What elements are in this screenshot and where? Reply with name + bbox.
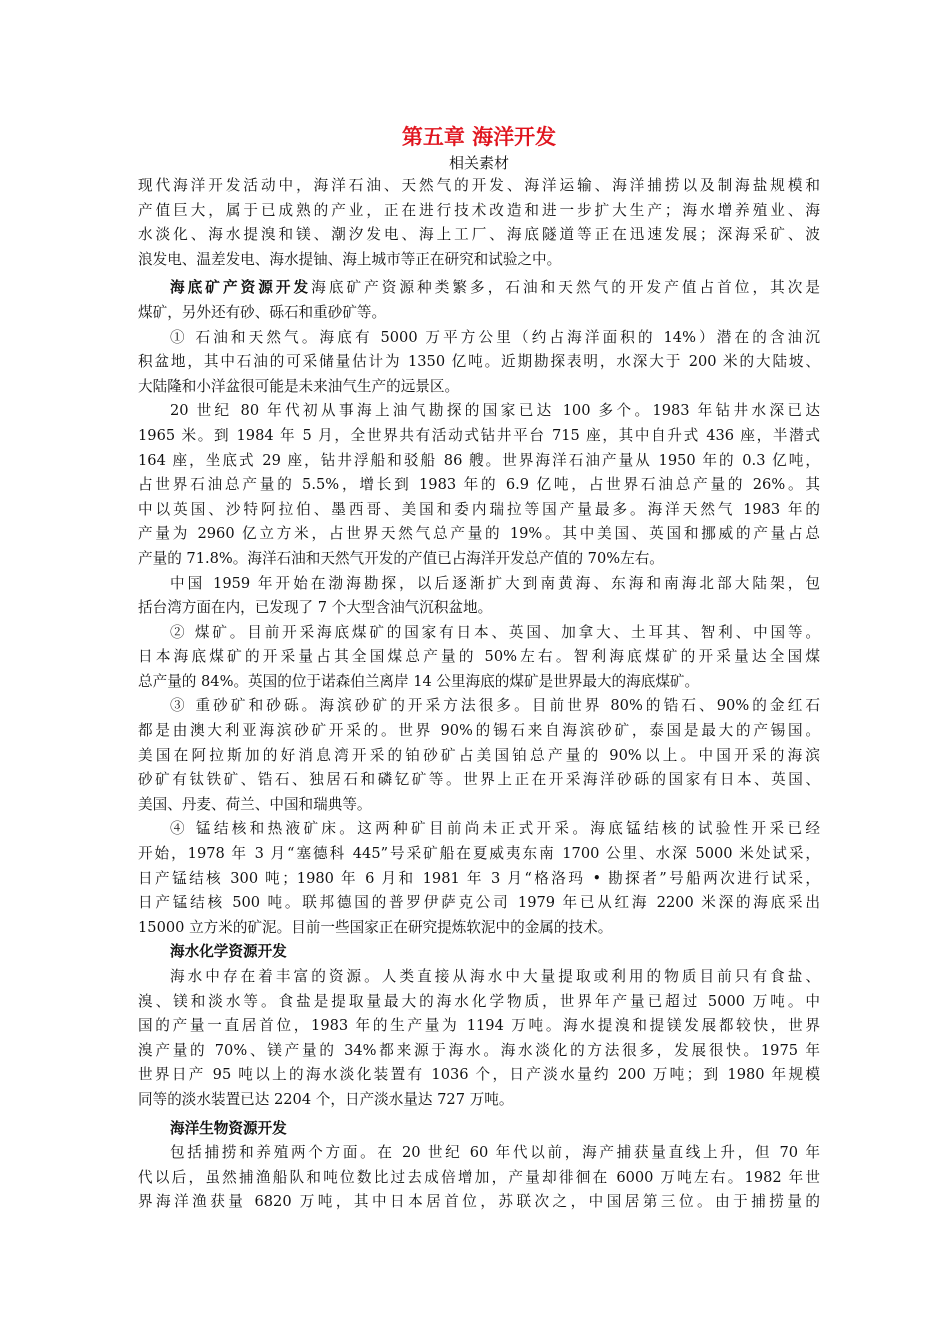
text-line: 浪发电、温差发电、海水提铀、海上城市等正在研究和试验之中。 (138, 250, 562, 268)
coal-paragraph (138, 621, 820, 695)
chemical-section (138, 940, 820, 1112)
text-line: 砂矿有钛铁矿、锆石、独居石和磷钇矿等。世界上正在开采海洋砂砾的国家有日本、英国、 (138, 771, 820, 789)
text-line: 括台湾方面在内，已发现了 7 个大型含油气沉积盆地。 (138, 599, 493, 617)
text-line: 界海洋渔获量 6820 万吨，其中日本居首位，苏联次之，中国居第三位。由于捕捞量的 (138, 1193, 820, 1211)
document-page (138, 122, 820, 1215)
text-line: 世界日产 95 吨以上的海水淡化装置有 1036 个，日产淡水量约 200 万吨；到 1980 年规模 (138, 1066, 820, 1084)
text-line: 总产量的 84%。英国的位于诺森伯兰离岸 14 公里海底的煤矿是世界最大的海底煤矿。 (138, 672, 700, 690)
text-line: ③ 重砂矿和砂砾。海滨砂矿的开采方法很多。目前世界 80%的锆石、90%的金红石 (170, 697, 820, 715)
biological-section (138, 1117, 820, 1215)
text-line: 占世界石油总产量的 5.5%，增长到 1983 年的 6.9 亿吨，占世界石油总产量的 26%。其 (138, 476, 820, 494)
text-line: 水淡化、海水提溴和镁、潮汐发电、海上工厂、海底隧道等正在迅速发展；深海采矿、波 (138, 226, 820, 244)
text-line: 美国、丹麦、荷兰、中国和瑞典等。 (138, 795, 372, 813)
text-line: 产量为 2960 亿立方米，占世界天然气总产量的 19%。其中美国、英国和挪威的产量占总 (138, 525, 820, 543)
text-line: 现代海洋开发活动中，海洋石油、天然气的开发、海洋运输、海洋捕捞以及制海盐规模和 (138, 177, 820, 194)
text-line: ① 石油和天然气。海底有 5000 万平方公里（约占海洋面积的 14%）潜在的含油沉 (170, 328, 820, 346)
text-line: 日产锰结核 500 吨。联邦德国的普罗伊萨克公司 1979 年已从红海 2200 米深的海底采出 (138, 894, 820, 912)
text-line: 日产锰结核 300 吨；1980 年 6 月和 1981 年 3 月“格洛玛 • 勘探者”号船两次进行试采， (138, 869, 820, 887)
text-line: 20 世纪 80 年代初从事海上油气勘探的国家已达 100 多个。1983 年钻井水深已达 (170, 402, 820, 420)
text-line: 同等的淡水装置已达 2204 个，日产淡水量达 727 万吨。 (138, 1090, 514, 1108)
intro-paragraph (138, 174, 820, 272)
text-line: 美国在阿拉斯加的好消息湾开采的铂砂矿占美国铂总产量的 90%以上。中国开采的海滨 (138, 746, 820, 764)
text-line: 产量的 71.8%。海洋石油和天然气开发的产值已占海洋开发总产值的 70%左右。 (138, 549, 664, 567)
text-line: ② 煤矿。目前开采海底煤矿的国家有日本、英国、加拿大、土耳其、智利、中国等。 (170, 623, 820, 641)
section-heading-biological: 海洋生物资源开发 (170, 1119, 287, 1137)
text-line: 代以后，虽然捕渔船队和吨位数比过去成倍增加，产量却徘徊在 6000 万吨左右。1982 年世 (138, 1168, 820, 1186)
text-line: 中国 1959 年开始在渤海勘探，以后逐渐扩大到南黄海、东海和南海北部大陆架，包 (170, 574, 820, 592)
oil-gas-paragraph (138, 326, 820, 400)
text-line: 包括捕捞和养殖两个方面。在 20 世纪 60 年代以前，海产捕获量直线上升，但 70 年 (170, 1144, 820, 1162)
manganese-paragraph (138, 817, 820, 940)
text-line: 大陆隆和小洋盆很可能是未来油气生产的远景区。 (138, 377, 460, 395)
text-line: 开始，1978 年 3 月“塞德科 445”号采矿船在夏威夷东南 1700 公里、水深 5000 米处试采， (138, 845, 820, 863)
text-line: 产值巨大，属于已成熟的产业，正在进行技术改造和进一步扩大生产；海水增养殖业、海 (138, 201, 820, 219)
text-line: 溴产量的 70%、镁产量的 34%都来源于海水。海水淡化的方法很多，发展很快。1975 年 (138, 1041, 820, 1059)
mineral-section (138, 276, 820, 940)
text-line: 164 座，坐底式 29 座，钻井浮船和驳船 86 艘。世界海洋石油产量从 1950 年的 0.3 亿吨， (138, 451, 820, 469)
text-line: ④ 锰结核和热液矿床。这两种矿目前尚未正式开采。海底锰结核的试验性开采已经 (170, 820, 820, 838)
text-line: 都是由澳大利亚海滨砂矿开采的。世界 90%的锡石来自海滨砂矿，泰国是最大的产锡国。 (138, 722, 820, 740)
section-heading-chemical: 海水化学资源开发 (170, 943, 287, 961)
text-line: 中以英国、沙特阿拉伯、墨西哥、美国和委内瑞拉等国产量最多。海洋天然气 1983 年的 (138, 500, 820, 518)
page-subtitle: 相关素材 (448, 154, 509, 172)
text-line: 煤矿，另外还有砂、砾石和重砂矿等。 (138, 303, 387, 321)
oil-stats-paragraph (138, 399, 820, 571)
text-line: 国的产量一直居首位，1983 年的生产量为 1194 万吨。海水提溴和提镁发展都较快，世界 (138, 1017, 820, 1035)
china-oil-paragraph (138, 572, 820, 621)
page-title: 第五章 海洋开发 (401, 125, 557, 149)
text-line: 积盆地，其中石油的可采储量估计为 1350 亿吨。近期勘探表明，水深大于 200 米的大陆坡、 (138, 353, 820, 371)
text-line: 海底矿产资源开发海底矿产资源种类繁多，石油和天然气的开发产值占首位，其次是 (170, 279, 820, 297)
text-line: 15000 立方米的矿泥。目前一些国家正在研究提炼软泥中的金属的技术。 (138, 918, 613, 936)
text-line: 海水中存在着丰富的资源。人类直接从海水中大量提取或利用的物质目前只有食盐、 (170, 968, 820, 985)
sand-paragraph (138, 694, 820, 817)
text-line: 溴、镁和淡水等。食盐是提取量最大的海水化学物质，世界年产量已超过 5000 万吨。中 (138, 992, 820, 1010)
section-heading-mineral: 海底矿产资源开发 (170, 279, 312, 297)
text-line: 1965 米。到 1984 年 5 月，全世界共有活动式钻井平台 715 座，其中自升式 436 座，半潜式 (138, 426, 820, 444)
text-line: 日本海底煤矿的开采量占其全国煤总产量的 50%左右。智利海底煤矿的开采量达全国煤 (138, 648, 820, 666)
